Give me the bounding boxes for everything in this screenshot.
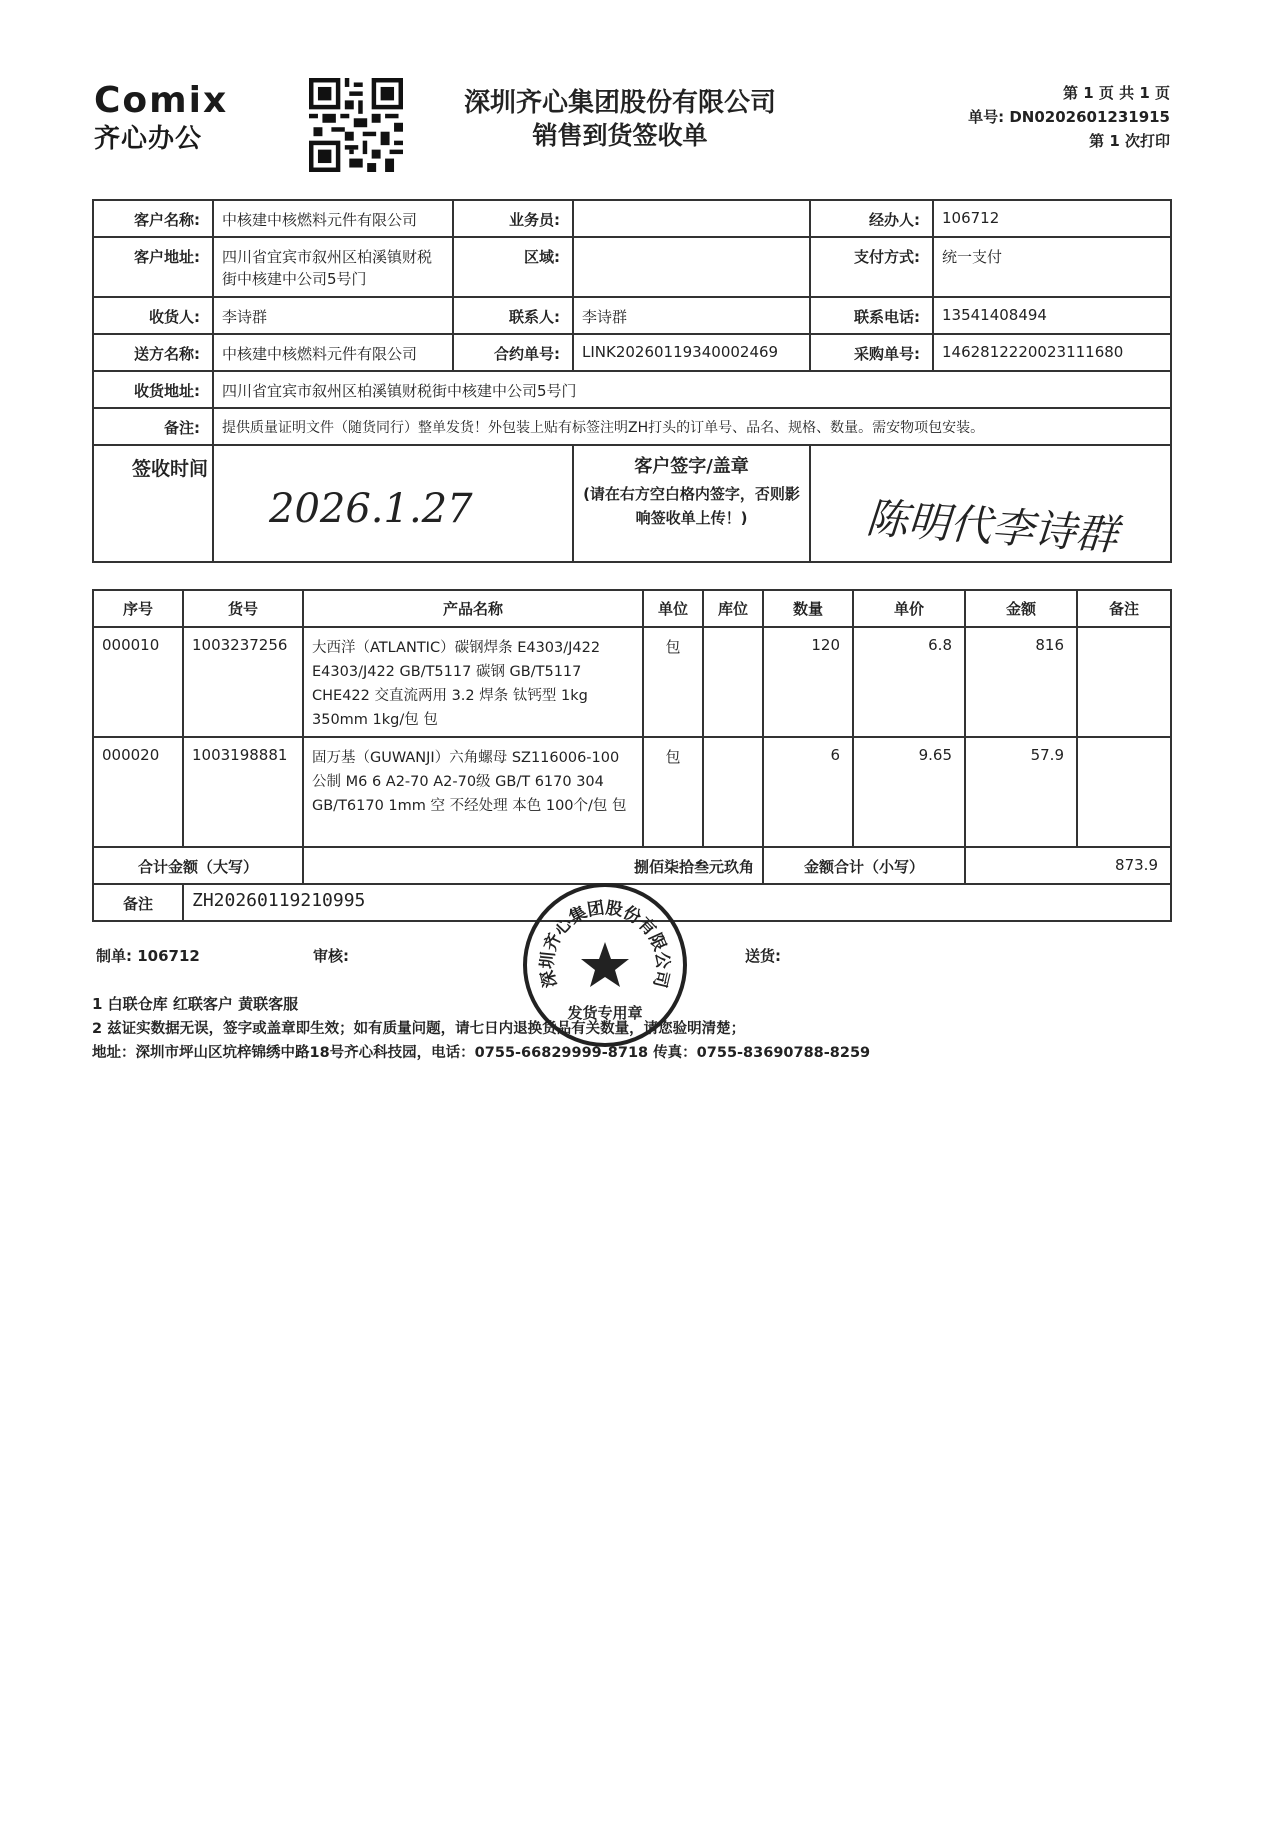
purchase-number: 1462812220023111680 [933,334,1171,371]
phone-label: 联系电话: [810,297,933,334]
item-seq: 000010 [93,627,183,737]
item-price: 9.65 [853,737,965,847]
phone: 13541408494 [933,297,1171,334]
note-label: 备注 [93,884,183,921]
sign-time-label: 签收时间 [93,445,213,562]
col-header-amount: 金额 [965,590,1077,627]
company-name: 深圳齐心集团股份有限公司 [463,88,776,118]
col-header-seq: 序号 [93,590,183,627]
item-location [703,737,763,847]
handler-label: 经办人: [810,200,933,237]
payment-method: 统一支付 [933,237,1171,297]
item-amount: 816 [965,627,1077,737]
customer-address-label: 客户地址: [93,237,213,297]
customer-signature: 陈明代李诗群 [864,493,1120,560]
ship-to: 中核建中核燃料元件有限公司 [213,334,453,371]
maker-label: 制单: [96,947,132,965]
total-upper-label: 合计金额（大写） [93,847,303,884]
order-number [968,106,1170,127]
item-remark [1077,737,1171,847]
page-info: 第 1 页 共 1 页 [1063,84,1170,102]
item-name: 固万基（GUWANJI）六角螺母 SZ116006-100 公制 M6 6 A2-70 A2-70级 GB/T 6170 304 GB/T6170 1mm 空 不经处理 本色 100个/包 包 [303,737,643,847]
company-seal-icon [520,880,690,1050]
col-header-location: 库位 [703,590,763,627]
col-header-name: 产品名称 [303,590,643,627]
ship-to-label: 送方名称: [93,334,213,371]
table-row [93,737,1171,847]
maker-value: 106712 [137,947,200,965]
delivery-address-label: 收货地址: [93,371,213,408]
document-title: 销售到货签收单 [532,121,708,150]
total-upper: 捌佰柒拾叁元玖角 [303,847,763,884]
validity-note: 2 兹证实数据无误，签字或盖章即生效；如有质量问题，请七日内退换货品有关数量，请您验明清楚； [92,1021,746,1037]
sign-label: 客户签字/盖章 [634,456,749,477]
customer-name-label: 客户名称: [93,200,213,237]
receiver-label: 收货人: [93,297,213,334]
item-seq: 000020 [93,737,183,847]
items-table [92,589,1172,922]
total-lower: 873.9 [965,847,1171,884]
col-header-remark: 备注 [1077,590,1171,627]
item-remark [1077,627,1171,737]
contact-label: 联系人: [453,297,573,334]
item-qty: 120 [763,627,853,737]
qr-code-icon [309,78,403,172]
print-count: 第 1 次打印 [1089,132,1170,150]
sign-date-cell [213,445,573,562]
sign-date: 2026.1.27 [269,486,473,532]
region [573,237,810,297]
col-header-qty: 数量 [763,590,853,627]
item-name: 大西洋（ATLANTIC）碳钢焊条 E4303/J422 E4303/J422 GB/T5117 碳钢 GB/T5117 CHE422 交直流两用 3.2 焊条 钛钙型 1kg 350mm 1kg/包 包 [303,627,643,737]
item-sku: 1003237256 [183,627,303,737]
item-location [703,627,763,737]
item-sku: 1003198881 [183,737,303,847]
col-header-sku: 货号 [183,590,303,627]
sign-hint: (请在右方空白格内签字，否则影响签收单上传！) [583,485,800,527]
item-amount: 57.9 [965,737,1077,847]
contract-label: 合约单号: [453,334,573,371]
salesperson-label: 业务员: [453,200,573,237]
table-row [93,627,1171,737]
total-lower-label: 金额合计（小写） [763,847,965,884]
copy-distribution-note: 1 白联仓库 红联客户 黄联客服 [92,995,299,1013]
item-unit: 包 [643,737,703,847]
address-contact-note: 地址：深圳市坪山区坑梓锦绣中路18号齐心科技园，电话：0755-66829999-8718 传真：0755-83690788-8259 [92,1045,871,1061]
seal-company-text: 深圳齐心集团股份有限公司 [537,898,673,990]
maker [96,945,200,966]
order-note: ZH20260119210995 [183,884,1171,921]
customer-address: 四川省宜宾市叙州区柏溪镇财税街中核建中公司5号门 [213,237,453,297]
reviewer-label: 审核: [313,947,349,965]
order-number-value: DN0202601231915 [1009,108,1170,126]
item-price: 6.8 [853,627,965,737]
customer-name: 中核建中核燃料元件有限公司 [213,200,453,237]
contact: 李诗群 [573,297,810,334]
handler: 106712 [933,200,1171,237]
remark-label: 备注: [93,408,213,445]
logo-chinese: 齐心办公 [94,124,203,154]
customer-info-table [92,199,1172,563]
seal-subtext: 发货专用章 [567,1004,643,1022]
salesperson [573,200,810,237]
col-header-price: 单价 [853,590,965,627]
contract-number: LINK20260119340002469 [573,334,810,371]
logo-english: Comix [94,80,229,121]
receiver: 李诗群 [213,297,453,334]
shipper-label: 送货: [745,947,781,965]
region-label: 区域: [453,237,573,297]
sign-instruction-cell [573,445,810,562]
payment-label: 支付方式: [810,237,933,297]
remark: 提供质量证明文件（随货同行）整单发货！外包装上贴有标签注明ZH打头的订单号、品名、规格、数量。需安物项包安装。 [213,408,1171,445]
delivery-address: 四川省宜宾市叙州区柏溪镇财税街中核建中公司5号门 [213,371,1171,408]
item-qty: 6 [763,737,853,847]
purchase-label: 采购单号: [810,334,933,371]
signature-cell [810,445,1171,562]
col-header-unit: 单位 [643,590,703,627]
order-number-label: 单号: [968,108,1005,126]
item-unit: 包 [643,627,703,737]
